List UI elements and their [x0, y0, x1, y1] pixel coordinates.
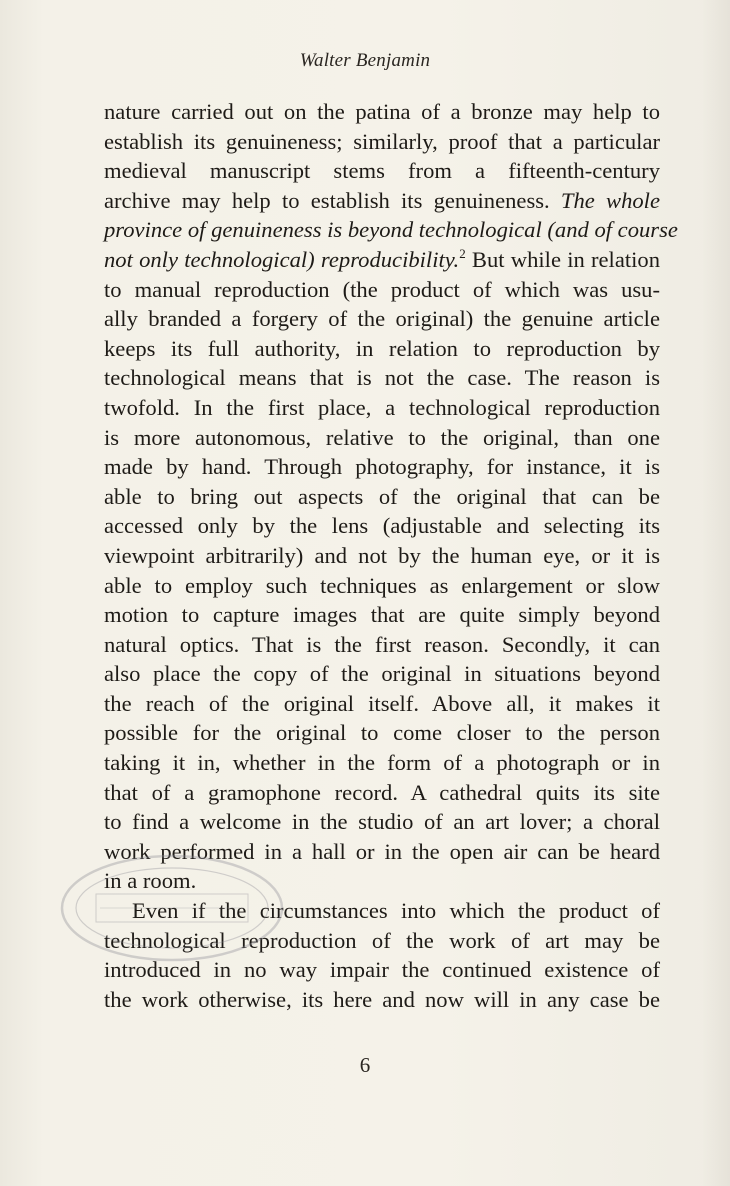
text-line: establish its genuineness; similarly, proof that a particular — [104, 128, 660, 154]
text-line: is more autonomous, relative to the original, than one — [104, 424, 660, 450]
italic-span: not only technological) reproducibility. — [104, 246, 460, 272]
footnote-marker: 2 — [459, 245, 466, 261]
text-line-italic: province of genuineness is beyond technological (and of course — [104, 217, 678, 243]
paragraph-start-line: Even if the circumstances into which the product of — [132, 898, 660, 924]
text-line: technological reproduction of the work of art may be — [104, 927, 660, 953]
text-line: natural optics. That is the first reason. Secondly, it can — [104, 631, 660, 657]
text-line: medieval manuscript stems from a fifteenth-century — [104, 158, 660, 184]
text-line: able to bring out aspects of the original that can be — [104, 483, 660, 509]
text-line: the work otherwise, its here and now will in any case be — [104, 986, 660, 1012]
text-line: archive may help to establish its genuineness. The whole — [104, 187, 660, 213]
text-line: that of a gramophone record. A cathedral quits its site — [104, 779, 660, 805]
text-line: able to employ such techniques as enlargement or slow — [104, 572, 660, 598]
text-line: motion to capture images that are quite simply beyond — [104, 602, 660, 628]
text-line: introduced in no way impair the continued existence of — [104, 957, 660, 983]
text-line: not only technological) reproducibility.$^2$ But while in relation — [104, 245, 661, 272]
running-head: Walter Benjamin — [299, 50, 431, 71]
text-line: keeps its full authority, in relation to reproduction by — [104, 335, 660, 361]
text-line: possible for the original to come closer to the person — [104, 720, 660, 746]
text-line: also place the copy of the original in situations beyond — [104, 661, 660, 687]
text-line: to find a welcome in the studio of an art lover; a choral — [104, 809, 660, 835]
text-line: ally branded a forgery of the original) the genuine article — [104, 306, 660, 332]
text-line: taking it in, whether in the form of a photograph or in — [104, 750, 660, 776]
page-number: 6 — [359, 1053, 371, 1077]
text-line: to manual reproduction (the product of which was usu- — [104, 276, 660, 302]
text-line: the reach of the original itself. Above all, it makes it — [104, 690, 660, 716]
page-edge-shadow — [702, 0, 730, 1186]
text-line: work performed in a hall or in the open air can be heard — [104, 838, 660, 864]
italic-span: The whole — [560, 187, 660, 213]
text-line: made by hand. Through photography, for instance, it is — [104, 454, 660, 480]
paragraph-end-line: in a room. — [104, 868, 197, 894]
text-line: nature carried out on the patina of a bronze may help to — [104, 99, 660, 124]
body-text — [104, 97, 678, 1014]
text-line: accessed only by the lens (adjustable and selecting its — [104, 513, 660, 539]
text-line: twofold. In the first place, a technological reproduction — [104, 394, 660, 420]
text-line: technological means that is not the case. The reason is — [104, 365, 660, 391]
text-line: viewpoint arbitrarily) and not by the human eye, or it is — [104, 542, 660, 568]
